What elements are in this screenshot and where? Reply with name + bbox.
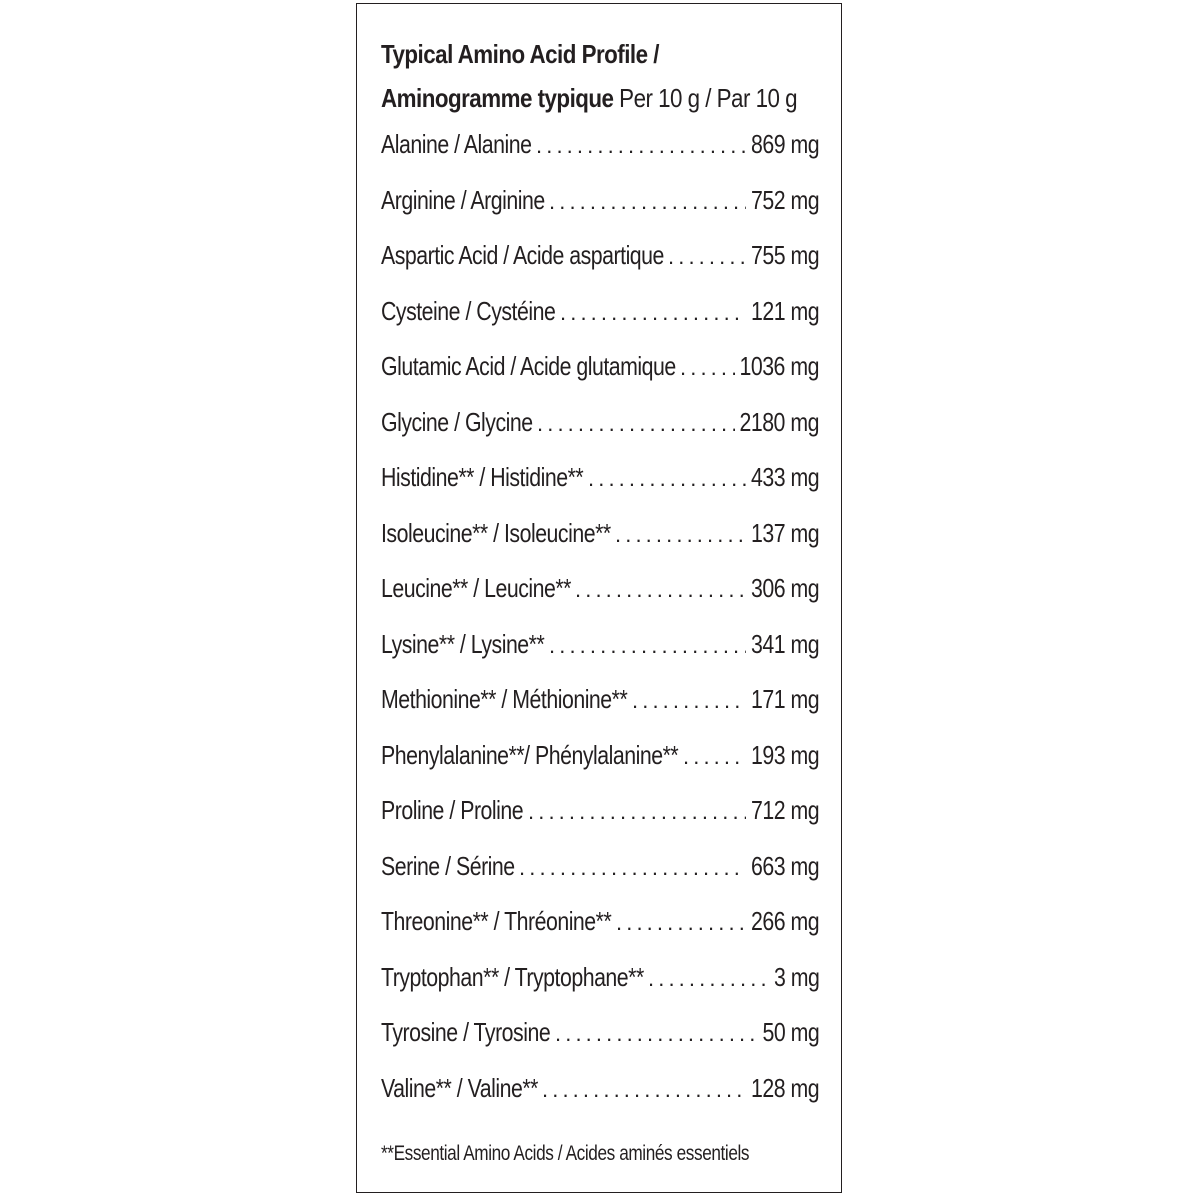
amino-acid-name-wrap xyxy=(381,740,679,771)
amino-acid-row xyxy=(381,851,819,907)
amino-acid-name: Methionine** / Méthionine** xyxy=(381,684,628,714)
amino-acid-name-wrap xyxy=(381,851,515,882)
dot-leader xyxy=(588,466,746,492)
amino-acid-name-wrap xyxy=(381,1073,538,1104)
amino-acid-name: Glycine / Glycine xyxy=(381,406,533,437)
amino-acid-row xyxy=(381,185,819,241)
amino-acid-list xyxy=(381,129,819,1128)
amino-acid-name: Alanine / Alanine xyxy=(381,129,532,159)
amino-acid-name-wrap xyxy=(381,684,628,715)
amino-acid-amount: 193 mg xyxy=(750,739,819,770)
amino-acid-row xyxy=(381,1073,819,1129)
amino-acid-name-wrap xyxy=(381,1017,551,1048)
amino-acid-row xyxy=(381,573,819,629)
amino-acid-name-wrap xyxy=(381,629,545,660)
dot-leader xyxy=(668,244,746,270)
amino-acid-amount: 50 mg xyxy=(762,1017,819,1047)
amino-acid-name-wrap xyxy=(381,407,533,438)
amino-acid-name: Leucine** / Leucine** xyxy=(381,573,571,603)
amino-acid-name-wrap xyxy=(381,906,612,937)
amino-acid-amount: 128 mg xyxy=(750,1072,819,1103)
dot-leader xyxy=(632,688,746,714)
amino-acid-amount: 2180 mg xyxy=(739,406,819,437)
amino-acid-name: Valine** / Valine** xyxy=(381,1072,538,1103)
amino-acid-name-wrap xyxy=(381,462,584,493)
amino-acid-amount: 755 mg xyxy=(750,240,819,270)
amino-acid-name: Serine / Sérine xyxy=(381,850,515,881)
amino-acid-amount: 306 mg xyxy=(750,573,819,603)
amino-acid-amount: 433 mg xyxy=(750,462,819,492)
amino-acid-name-wrap xyxy=(381,240,664,271)
amino-acid-amount: 663 mg xyxy=(750,850,819,881)
amino-acid-row xyxy=(381,906,819,962)
amino-acid-row xyxy=(381,407,819,463)
amino-acid-name: Arginine / Arginine xyxy=(381,184,545,215)
amino-acid-amount: 3 mg xyxy=(773,961,819,992)
dot-leader xyxy=(648,966,769,992)
amino-acid-name: Threonine** / Thréonine** xyxy=(381,906,612,936)
amino-acid-row xyxy=(381,129,819,185)
amino-acid-name: Proline / Proline xyxy=(381,795,524,825)
amino-acid-name-wrap xyxy=(381,185,545,216)
profile-heading xyxy=(381,32,798,120)
dot-leader xyxy=(536,133,746,159)
amino-acid-amount: 1036 mg xyxy=(739,351,819,381)
amino-acid-amount: 137 mg xyxy=(750,517,819,548)
dot-leader xyxy=(542,1077,746,1103)
heading-line-1: Typical Amino Acid Profile / xyxy=(381,39,659,69)
amino-acid-name: Phenylalanine**/ Phénylalanine** xyxy=(381,739,679,770)
amino-acid-row xyxy=(381,962,819,1018)
amino-acid-row xyxy=(381,351,819,407)
amino-acid-amount: 341 mg xyxy=(750,628,819,659)
heading-line-2 xyxy=(381,76,798,120)
dot-leader xyxy=(537,411,735,437)
amino-acid-amount: 712 mg xyxy=(750,795,819,825)
dot-leader xyxy=(680,355,735,381)
dot-leader xyxy=(616,910,746,936)
amino-acid-name: Glutamic Acid / Acide glutamique xyxy=(381,351,676,381)
dot-leader xyxy=(549,189,746,215)
dot-leader xyxy=(683,744,746,770)
amino-acid-row xyxy=(381,518,819,574)
amino-acid-amount: 752 mg xyxy=(750,184,819,215)
amino-acid-row xyxy=(381,240,819,296)
amino-acid-name-wrap xyxy=(381,962,644,993)
heading-serving-size: Per 10 g / Par 10 g xyxy=(619,83,798,113)
amino-acid-row xyxy=(381,629,819,685)
amino-acid-row xyxy=(381,1017,819,1073)
amino-acid-name: Aspartic Acid / Acide aspartique xyxy=(381,240,664,270)
dot-leader xyxy=(555,1021,758,1047)
dot-leader xyxy=(519,855,746,881)
amino-acid-row xyxy=(381,296,819,352)
dot-leader xyxy=(560,300,746,326)
amino-acid-name-wrap xyxy=(381,573,571,604)
amino-acid-profile-panel xyxy=(356,3,842,1193)
amino-acid-name-wrap xyxy=(381,795,524,826)
dot-leader xyxy=(615,522,746,548)
amino-acid-name: Isoleucine** / Isoleucine** xyxy=(381,517,611,548)
amino-acid-name-wrap xyxy=(381,296,556,327)
amino-acid-amount: 171 mg xyxy=(750,684,819,714)
amino-acid-name: Cysteine / Cystéine xyxy=(381,295,556,326)
amino-acid-name-wrap xyxy=(381,351,676,382)
footnote: **Essential Amino Acids / Acides aminés essentiels xyxy=(381,1142,750,1165)
amino-acid-name-wrap xyxy=(381,129,532,160)
amino-acid-name: Tyrosine / Tyrosine xyxy=(381,1017,551,1047)
amino-acid-name: Histidine** / Histidine** xyxy=(381,462,584,492)
amino-acid-name: Lysine** / Lysine** xyxy=(381,628,545,659)
amino-acid-row xyxy=(381,684,819,740)
dot-leader xyxy=(528,799,746,825)
amino-acid-amount: 869 mg xyxy=(750,129,819,159)
heading-french-title: Aminogramme typique xyxy=(381,83,614,113)
amino-acid-row xyxy=(381,462,819,518)
amino-acid-row xyxy=(381,795,819,851)
amino-acid-name-wrap xyxy=(381,518,611,549)
amino-acid-amount: 121 mg xyxy=(750,295,819,326)
amino-acid-row xyxy=(381,740,819,796)
dot-leader xyxy=(549,633,746,659)
amino-acid-name: Tryptophan** / Tryptophane** xyxy=(381,961,644,992)
amino-acid-amount: 266 mg xyxy=(750,906,819,936)
dot-leader xyxy=(575,577,746,603)
